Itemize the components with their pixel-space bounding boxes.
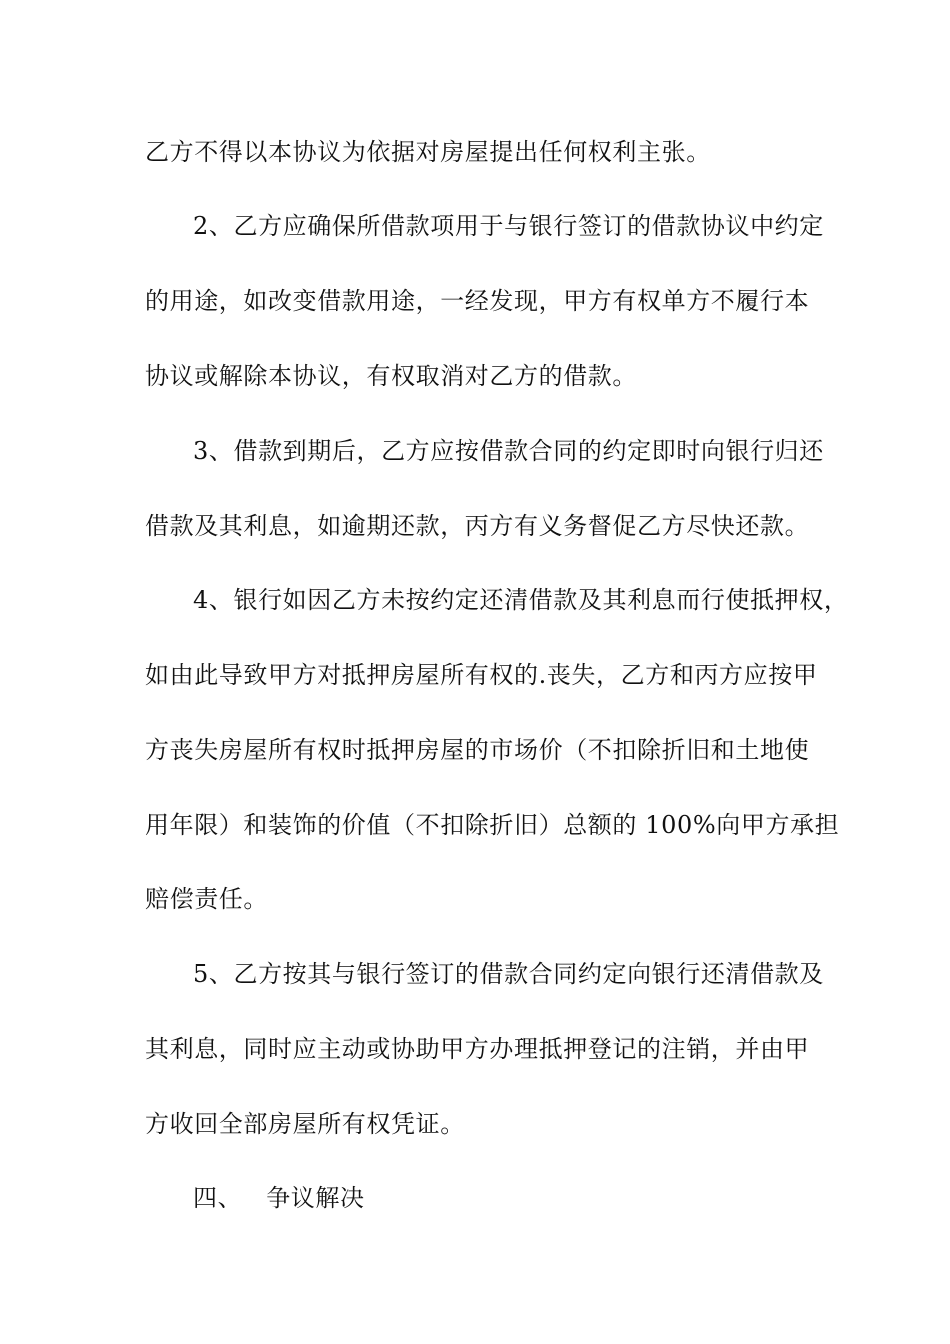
paragraph-line: 乙方不得以本协议为依据对房屋提出任何权利主张。 bbox=[145, 138, 711, 166]
clause-4-line: 4、银行如因乙方未按约定还清借款及其利息而行使抵押权， bbox=[193, 586, 849, 614]
paragraph-line: 借款及其利息，如逾期还款，丙方有义务督促乙方尽快还款。 bbox=[145, 512, 810, 540]
paragraph-line: 协议或解除本协议，有权取消对乙方的借款。 bbox=[145, 362, 637, 390]
paragraph-line: 赔偿责任。 bbox=[145, 885, 268, 913]
section-heading bbox=[193, 1183, 365, 1213]
paragraph-line: 的用途，如改变借款用途，一经发现，甲方有权单方不履行本 bbox=[145, 287, 810, 315]
section-number: 四、 bbox=[193, 1184, 243, 1212]
paragraph-line: 用年限）和装饰的价值（不扣除折旧）总额的 100%向甲方承担 bbox=[145, 811, 840, 839]
clause-2-line: 2、乙方应确保所借款项用于与银行签订的借款协议中约定 bbox=[193, 212, 824, 240]
paragraph-line: 如由此导致甲方对抵押房屋所有权的.丧失，乙方和丙方应按甲 bbox=[145, 661, 818, 689]
paragraph-line: 方收回全部房屋所有权凭证。 bbox=[145, 1110, 465, 1138]
paragraph-line: 方丧失房屋所有权时抵押房屋的市场价（不扣除折旧和土地使 bbox=[145, 736, 810, 764]
section-title: 争议解决 bbox=[266, 1184, 365, 1212]
clause-3-line: 3、借款到期后，乙方应按借款合同的约定即时向银行归还 bbox=[193, 437, 824, 465]
clause-5-line: 5、乙方按其与银行签订的借款合同约定向银行还清借款及 bbox=[193, 960, 824, 988]
paragraph-line: 其利息，同时应主动或协助甲方办理抵押登记的注销，并由甲 bbox=[145, 1035, 810, 1063]
